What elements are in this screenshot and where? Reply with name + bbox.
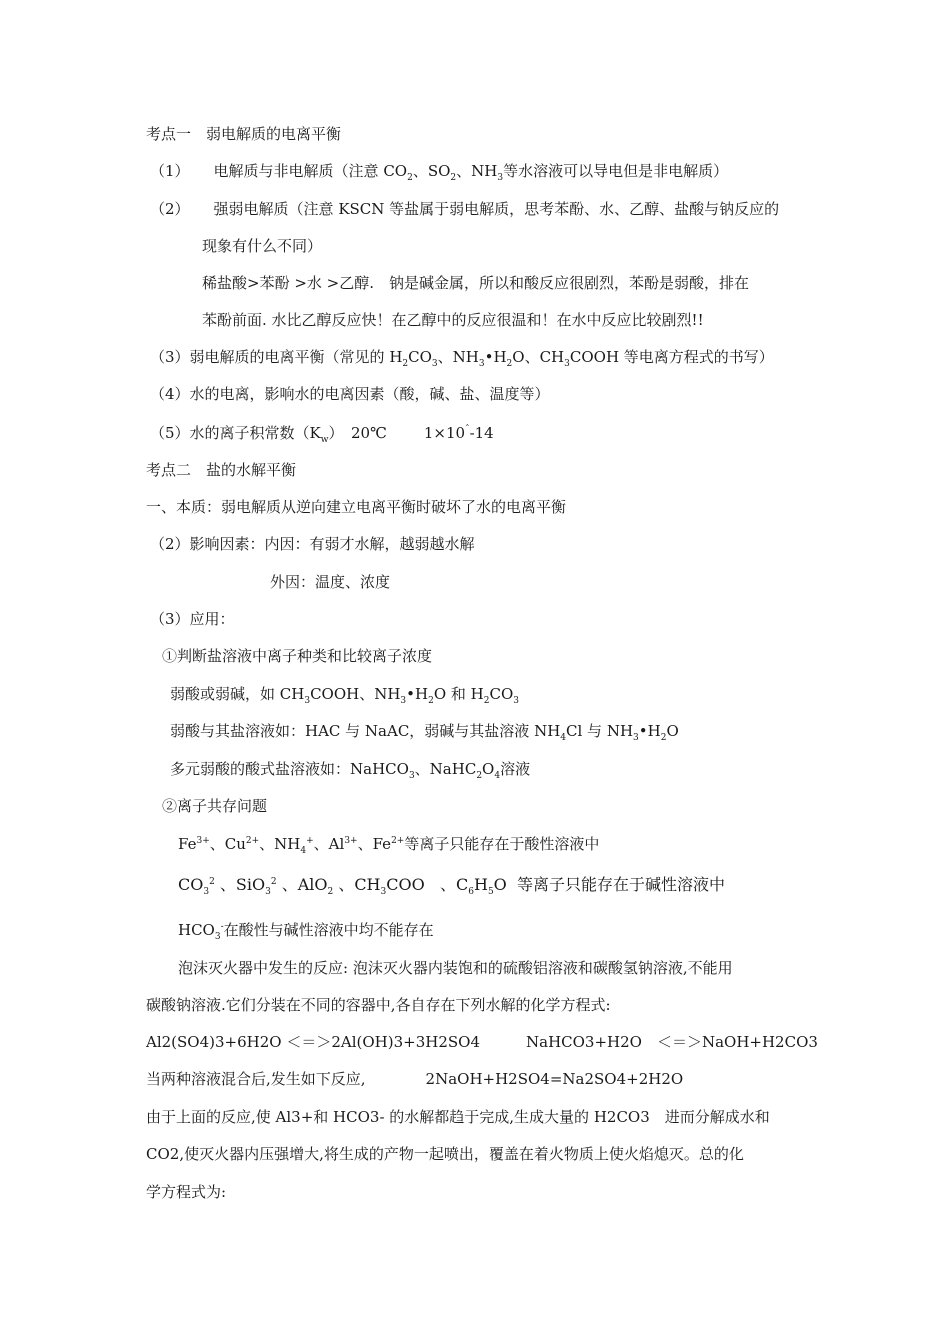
apply-1: ①判断盐溶液中离子种类和比较离子浓度 — [162, 647, 433, 665]
weak-acid-base: 弱酸或弱碱，如 $CH_3COOH$、$NH_3•H_2O$ 和 $H_2CO_3$ — [170, 685, 519, 706]
item-2: （2） 强弱电解质（注意 KSCN 等盐属于弱电解质，思考苯酚、水、乙醇、盐酸与钠反应的 — [150, 200, 780, 218]
foam-paragraph-1: 泡沫灭火器中发生的反应: 泡沫灭火器内装饱和的硫酸铝溶液和碳酸氢钠溶液,不能用 — [178, 959, 733, 977]
result-line-3: 学方程式为: — [146, 1183, 227, 1201]
polyprotic-salts: 多元弱酸的酸式盐溶液如：NaHCO$_3$、$NaHC_2O_4$溶液 — [170, 760, 531, 781]
item-2-line-2: 现象有什么不同） — [202, 237, 323, 255]
result-line-2: CO2,使灭火器内压强增大,将生成的产物一起喷出，覆盖在着火物质上使火焰熄灭。总的化 — [146, 1145, 744, 1163]
base-ions: $CO_3^2$ 、SiO$_3^2$ 、AlO$_2$ 、$CH_3COO$ 、$C_6H_5O$ 等离子只能存在于碱性溶液中 — [178, 875, 725, 897]
weak-salt-pairs: 弱酸与其盐溶液如：HAC 与 NaAC，弱碱与其盐溶液 $NH_4Cl$ 与 $NH_3•H_2O$ — [170, 722, 679, 743]
result-line-1: 由于上面的反应,使 Al3+和 HCO3- 的水解都趋于完成,生成大量的 H2CO3 进而分解成水和 — [146, 1108, 770, 1126]
item-2-line-4: 苯酚前面. 水比乙醇反应快！在乙醇中的反应很温和！在水中反应比较剧烈!! — [202, 311, 704, 329]
section2-title: 考点二 盐的水解平衡 — [146, 461, 297, 479]
factors-external: 外因：温度、浓度 — [270, 573, 391, 591]
essence-line: 一、本质：弱电解质从逆向建立电离平衡时破坏了水的电离平衡 — [146, 498, 567, 516]
acid-ions: $Fe^{3+}$、$Cu^{2+}$、$NH_4^+$、$Al^{3+}$、$Fe^{2+}$等离子只能存在于酸性溶液中 — [178, 835, 600, 856]
item-1: （1） 电解质与非电解质（注意 $CO_2$、$SO_2$、$NH_3$等水溶液可以导电但是非电解质） — [150, 162, 729, 183]
item-5: （5）水的离子积常数$(K_w)$ 20℃ $1\times 10^ˆ-14$ — [150, 424, 494, 445]
item-2-line-3: 稀盐酸>苯酚 >水 >乙醇. 钠是碱金属，所以和酸反应很剧烈，苯酚是弱酸，排在 — [202, 274, 750, 292]
mix-reaction: 当两种溶液混合后,发生如下反应, 2NaOH+H2SO4=Na2SO4+2H2O — [146, 1070, 684, 1088]
equations-hydrolysis: Al2(SO4)3+6H2O ＜＝＞2Al(OH)3+3H2SO4 NaHCO3+H2O ＜＝＞NaOH+H2CO3 — [146, 1033, 818, 1051]
apply-2: ②离子共存问题 — [162, 797, 268, 815]
foam-paragraph-2: 碳酸钠溶液.它们分装在不同的容器中,各自存在下列水解的化学方程式: — [146, 996, 611, 1014]
factors-line: （2）影响因素：内因：有弱才水解，越弱越水解 — [150, 535, 475, 553]
section1-title: 考点一 弱电解质的电离平衡 — [146, 125, 342, 143]
hco3-line: $HCO_3^-$在酸性与碱性溶液中均不能存在 — [178, 921, 434, 942]
apply-heading: （3）应用： — [150, 610, 235, 628]
item-4: （4）水的电离，影响水的电离因素（酸，碱、盐、温度等） — [150, 385, 550, 403]
item-3: （3）弱电解质的电离平衡（常见的 $H_2CO_3$、$NH_3•H_2O$、$CH_3COOH$ 等电离方程式的书写） — [150, 348, 774, 369]
